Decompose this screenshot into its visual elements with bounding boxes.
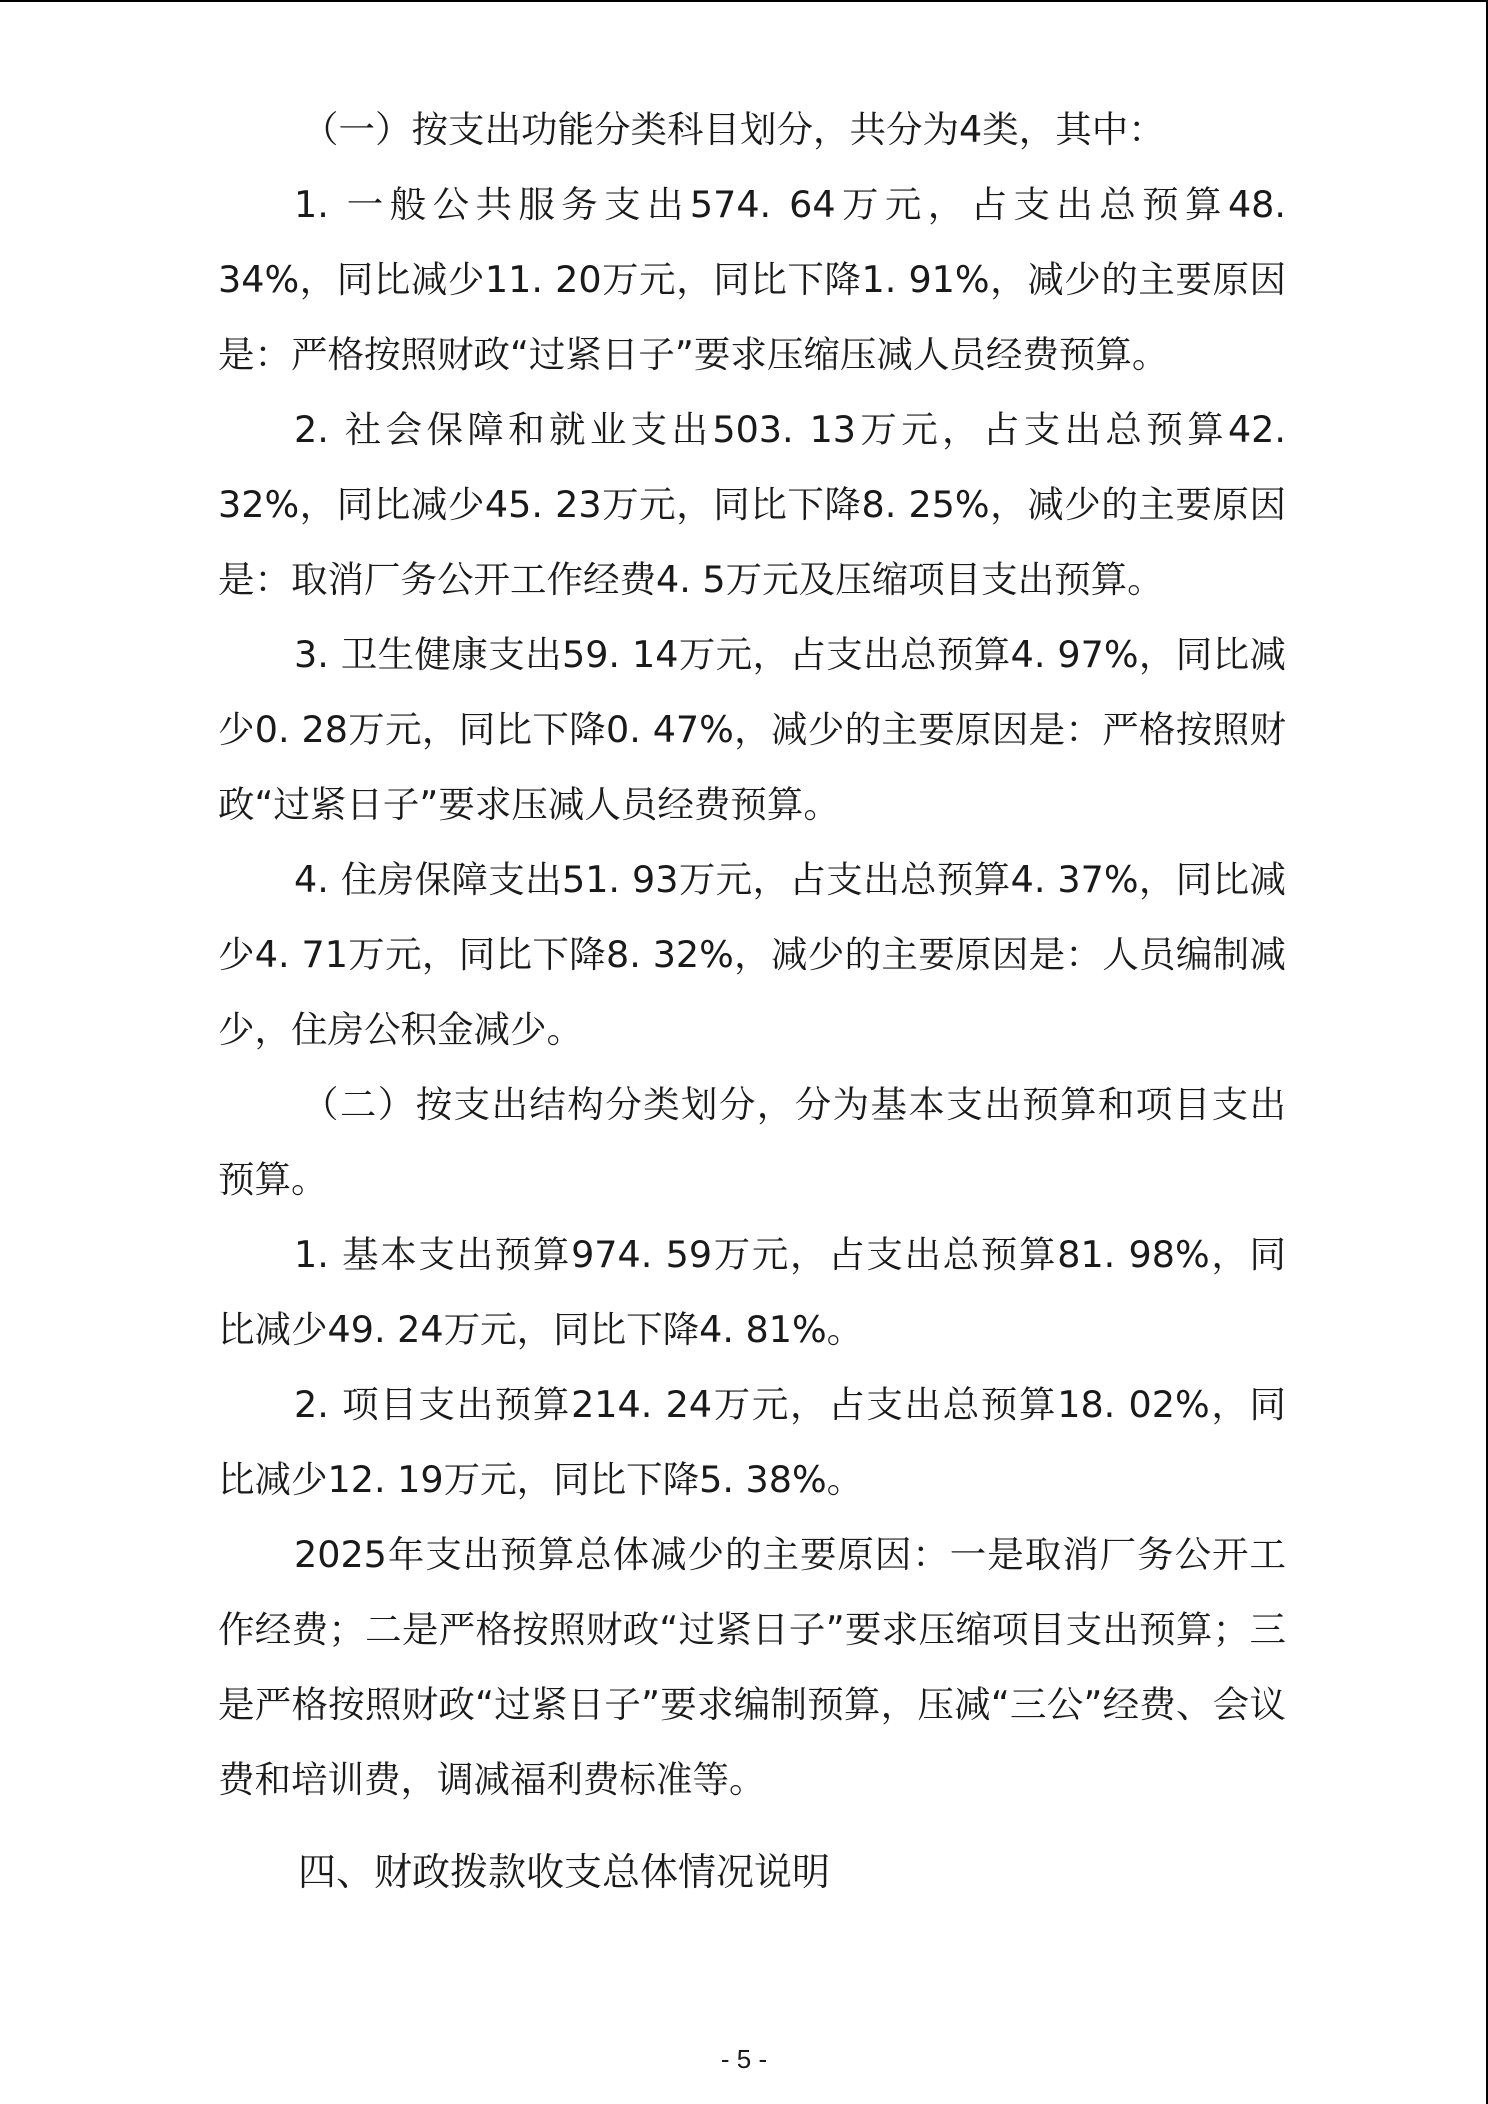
- document-body: [218, 92, 1286, 1910]
- paragraph-health: 3. 卫生健康支出59. 14万元，占支出总预算4. 97%，同比减少0. 28万元，同比下降0. 47%，减少的主要原因是：严格按照财政“过紧日子”要求压减人员经费预算。: [218, 633, 1286, 826]
- paragraph-general-public-services: 1. 一般公共服务支出574. 64万元，占支出总预算48. 34%，同比减少11. 20万元，同比下降1. 91%，减少的主要原因是：严格按照财政“过紧日子”要求压缩压减人员经费预算。: [218, 183, 1286, 376]
- subsection-heading-functional: （一）按支出功能分类科目划分，共分为4类，其中：: [302, 108, 1165, 151]
- paragraph-social-security: 2. 社会保障和就业支出503. 13万元，占支出总预算42. 32%，同比减少45. 23万元，同比下降8. 25%，减少的主要原因是：取消厂务公开工作经费4. 5万元及压缩项目支出预算。: [218, 408, 1286, 601]
- paragraph-project-expenditure: 2. 项目支出预算214. 24万元，占支出总预算18. 02%，同比减少12. 19万元，同比下降5. 38%。: [218, 1383, 1286, 1501]
- subsection-heading-structure: （二）按支出结构分类划分，分为基本支出预算和项目支出预算。: [218, 1083, 1286, 1201]
- section-heading: 四、财政拨款收支总体情况说明: [298, 1850, 831, 1894]
- paragraph-housing: 4. 住房保障支出51. 93万元，占支出总预算4. 37%，同比减少4. 71万元，同比下降8. 32%，减少的主要原因是：人员编制减少，住房公积金减少。: [218, 858, 1286, 1051]
- paragraph-basic-expenditure: 1. 基本支出预算974. 59万元，占支出总预算81. 98%，同比减少49. 24万元，同比下降4. 81%。: [218, 1233, 1286, 1351]
- page-border-top: [0, 0, 1488, 2]
- page-number: - 5 -: [720, 2044, 768, 2074]
- paragraph-summary-reasons: 2025年支出预算总体减少的主要原因：一是取消厂务公开工作经费；二是严格按照财政“过紧日子”要求压缩项目支出预算；三是严格按照财政“过紧日子”要求编制预算，压减“三公”经费、会议费和培训费，调减福利费标准等。: [218, 1533, 1286, 1801]
